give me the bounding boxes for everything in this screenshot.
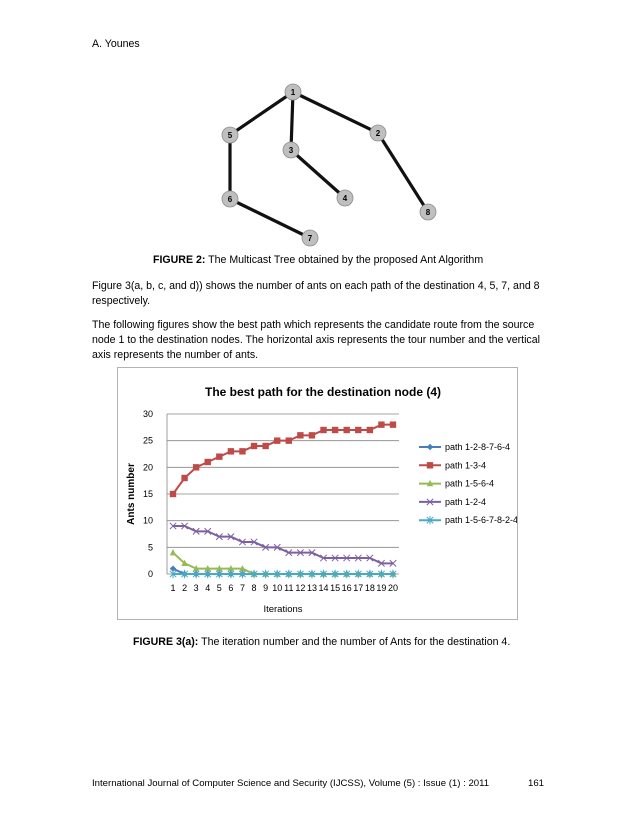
data-point [309,432,315,438]
chart-title: The best path for the destination node (4) [204,385,442,399]
running-header-author: A. Younes [92,38,140,50]
data-point [367,427,373,433]
x-tick-label: 2 [182,583,188,593]
tree-node-label: 1 [290,88,296,97]
figure-2-label: FIGURE 2: [153,254,206,266]
x-tick-label: 8 [251,583,257,593]
tree-node-label: 2 [375,129,381,138]
tree-node-8 [420,204,436,220]
x-tick-label: 19 [376,583,387,593]
data-point [170,549,176,555]
x-tick-label: 1 [170,583,176,593]
data-point [205,459,211,465]
legend-item-4 [419,497,486,507]
figure-2-text: The Multicast Tree obtained by the proposed Ant Algorithm [205,254,484,266]
footer-journal: International Journal of Computer Science and Security (IJCSS), Volume (5) : Issue (1) : 2011 [92,778,490,789]
legend-item-2 [419,460,486,470]
figure-3a-caption [133,636,510,648]
data-point [286,437,292,443]
tree-node-2 [370,125,386,141]
tree-node-label: 3 [288,146,294,155]
data-point [170,491,176,497]
data-point [355,427,361,433]
data-point [262,443,268,449]
tree-node-4 [337,190,353,206]
legend-label: path 1-5-6-7-8-2-4 [445,515,517,526]
tree-node-label: 8 [425,208,431,217]
x-tick-label: 7 [239,583,245,593]
legend-label: path 1-2-4 [445,496,487,507]
data-point [427,444,433,450]
x-tick-label: 15 [330,583,341,593]
data-point [297,432,303,438]
paragraph-1: Figure 3(a, b, c, and d)) shows the number of ants on each path of the destination 4, 5, 7, and 8 respectively. [92,280,540,307]
data-point [427,462,433,468]
x-tick-label: 3 [193,583,199,593]
tree-node-6 [222,191,238,207]
tree-node-label: 6 [227,195,233,204]
chart-frame [117,367,518,620]
x-tick-label: 14 [318,583,329,593]
data-point [239,448,245,454]
tree-node-label: 7 [307,234,313,243]
tree-node-label: 5 [227,131,233,140]
data-point [228,448,234,454]
tree-node-label: 4 [342,194,348,203]
ants-line-chart [118,368,517,619]
figure-3a-text: The iteration number and the number of Ants for the destination 4. [198,636,511,648]
x-tick-label: 16 [341,583,352,593]
series-1 [170,565,396,577]
figure-2-caption [153,254,483,266]
paragraph-2: The following figures show the best path which represents the candidate route from the source node 1 to the destination nodes. The horizontal axis represents the tour number and the vertical axis represents the number of ants. [92,319,540,361]
x-tick-label: 9 [263,583,269,593]
series-5 [170,570,396,578]
y-axis-label: Ants number [126,463,137,525]
x-tick-label: 12 [295,583,306,593]
x-tick-label: 20 [387,583,399,593]
data-point [343,427,349,433]
y-tick-label: 10 [142,515,153,526]
y-tick-label: 15 [142,489,153,499]
data-point [274,437,280,443]
data-point [181,475,187,481]
tree-edge-3-4 [291,150,345,198]
data-point [320,427,326,433]
data-point [378,421,384,427]
series-line [173,526,393,563]
tree-node-7 [302,230,318,246]
tree-edge-2-8 [378,133,428,212]
x-axis-label: Iterations [263,604,303,615]
data-point [332,427,338,433]
x-tick-label: 6 [228,583,234,593]
x-tick-label: 17 [353,583,364,593]
data-point [193,464,199,470]
x-tick-label: 18 [364,583,375,593]
tree-edge-1-5 [230,92,293,135]
data-point [216,453,222,459]
legend-item-3 [419,479,494,489]
tree-edge-1-3 [291,92,293,150]
data-point [390,421,396,427]
legend-item-5 [419,515,517,525]
y-tick-label: 5 [147,542,153,553]
legend-item-1 [419,442,510,452]
legend-label: path 1-5-6-4 [445,478,495,489]
data-point [251,443,257,449]
y-tick-label: 30 [142,409,153,419]
footer-page-number: 161 [528,778,545,789]
tree-node-1 [285,84,301,100]
tree-node-5 [222,127,238,143]
x-tick-label: 5 [216,583,222,593]
tree-node-3 [283,142,299,158]
x-tick-label: 4 [205,583,211,593]
x-tick-label: 11 [284,583,294,593]
multicast-tree-diagram [0,0,638,260]
y-tick-label: 25 [142,435,153,446]
series-4 [170,523,396,567]
tree-edge-6-7 [230,199,310,238]
tree-edge-1-2 [293,92,378,133]
legend-label: path 1-3-4 [445,460,487,471]
legend-label: path 1-2-8-7-6-4 [445,442,511,452]
series-3 [170,549,396,577]
x-tick-label: 13 [306,583,317,593]
y-tick-label: 20 [142,462,153,473]
series-2 [170,421,396,497]
multicast-tree-figure [0,0,638,260]
x-tick-label: 10 [272,583,283,593]
y-tick-label: 0 [147,569,153,579]
figure-3a-label: FIGURE 3(a): [133,636,199,648]
